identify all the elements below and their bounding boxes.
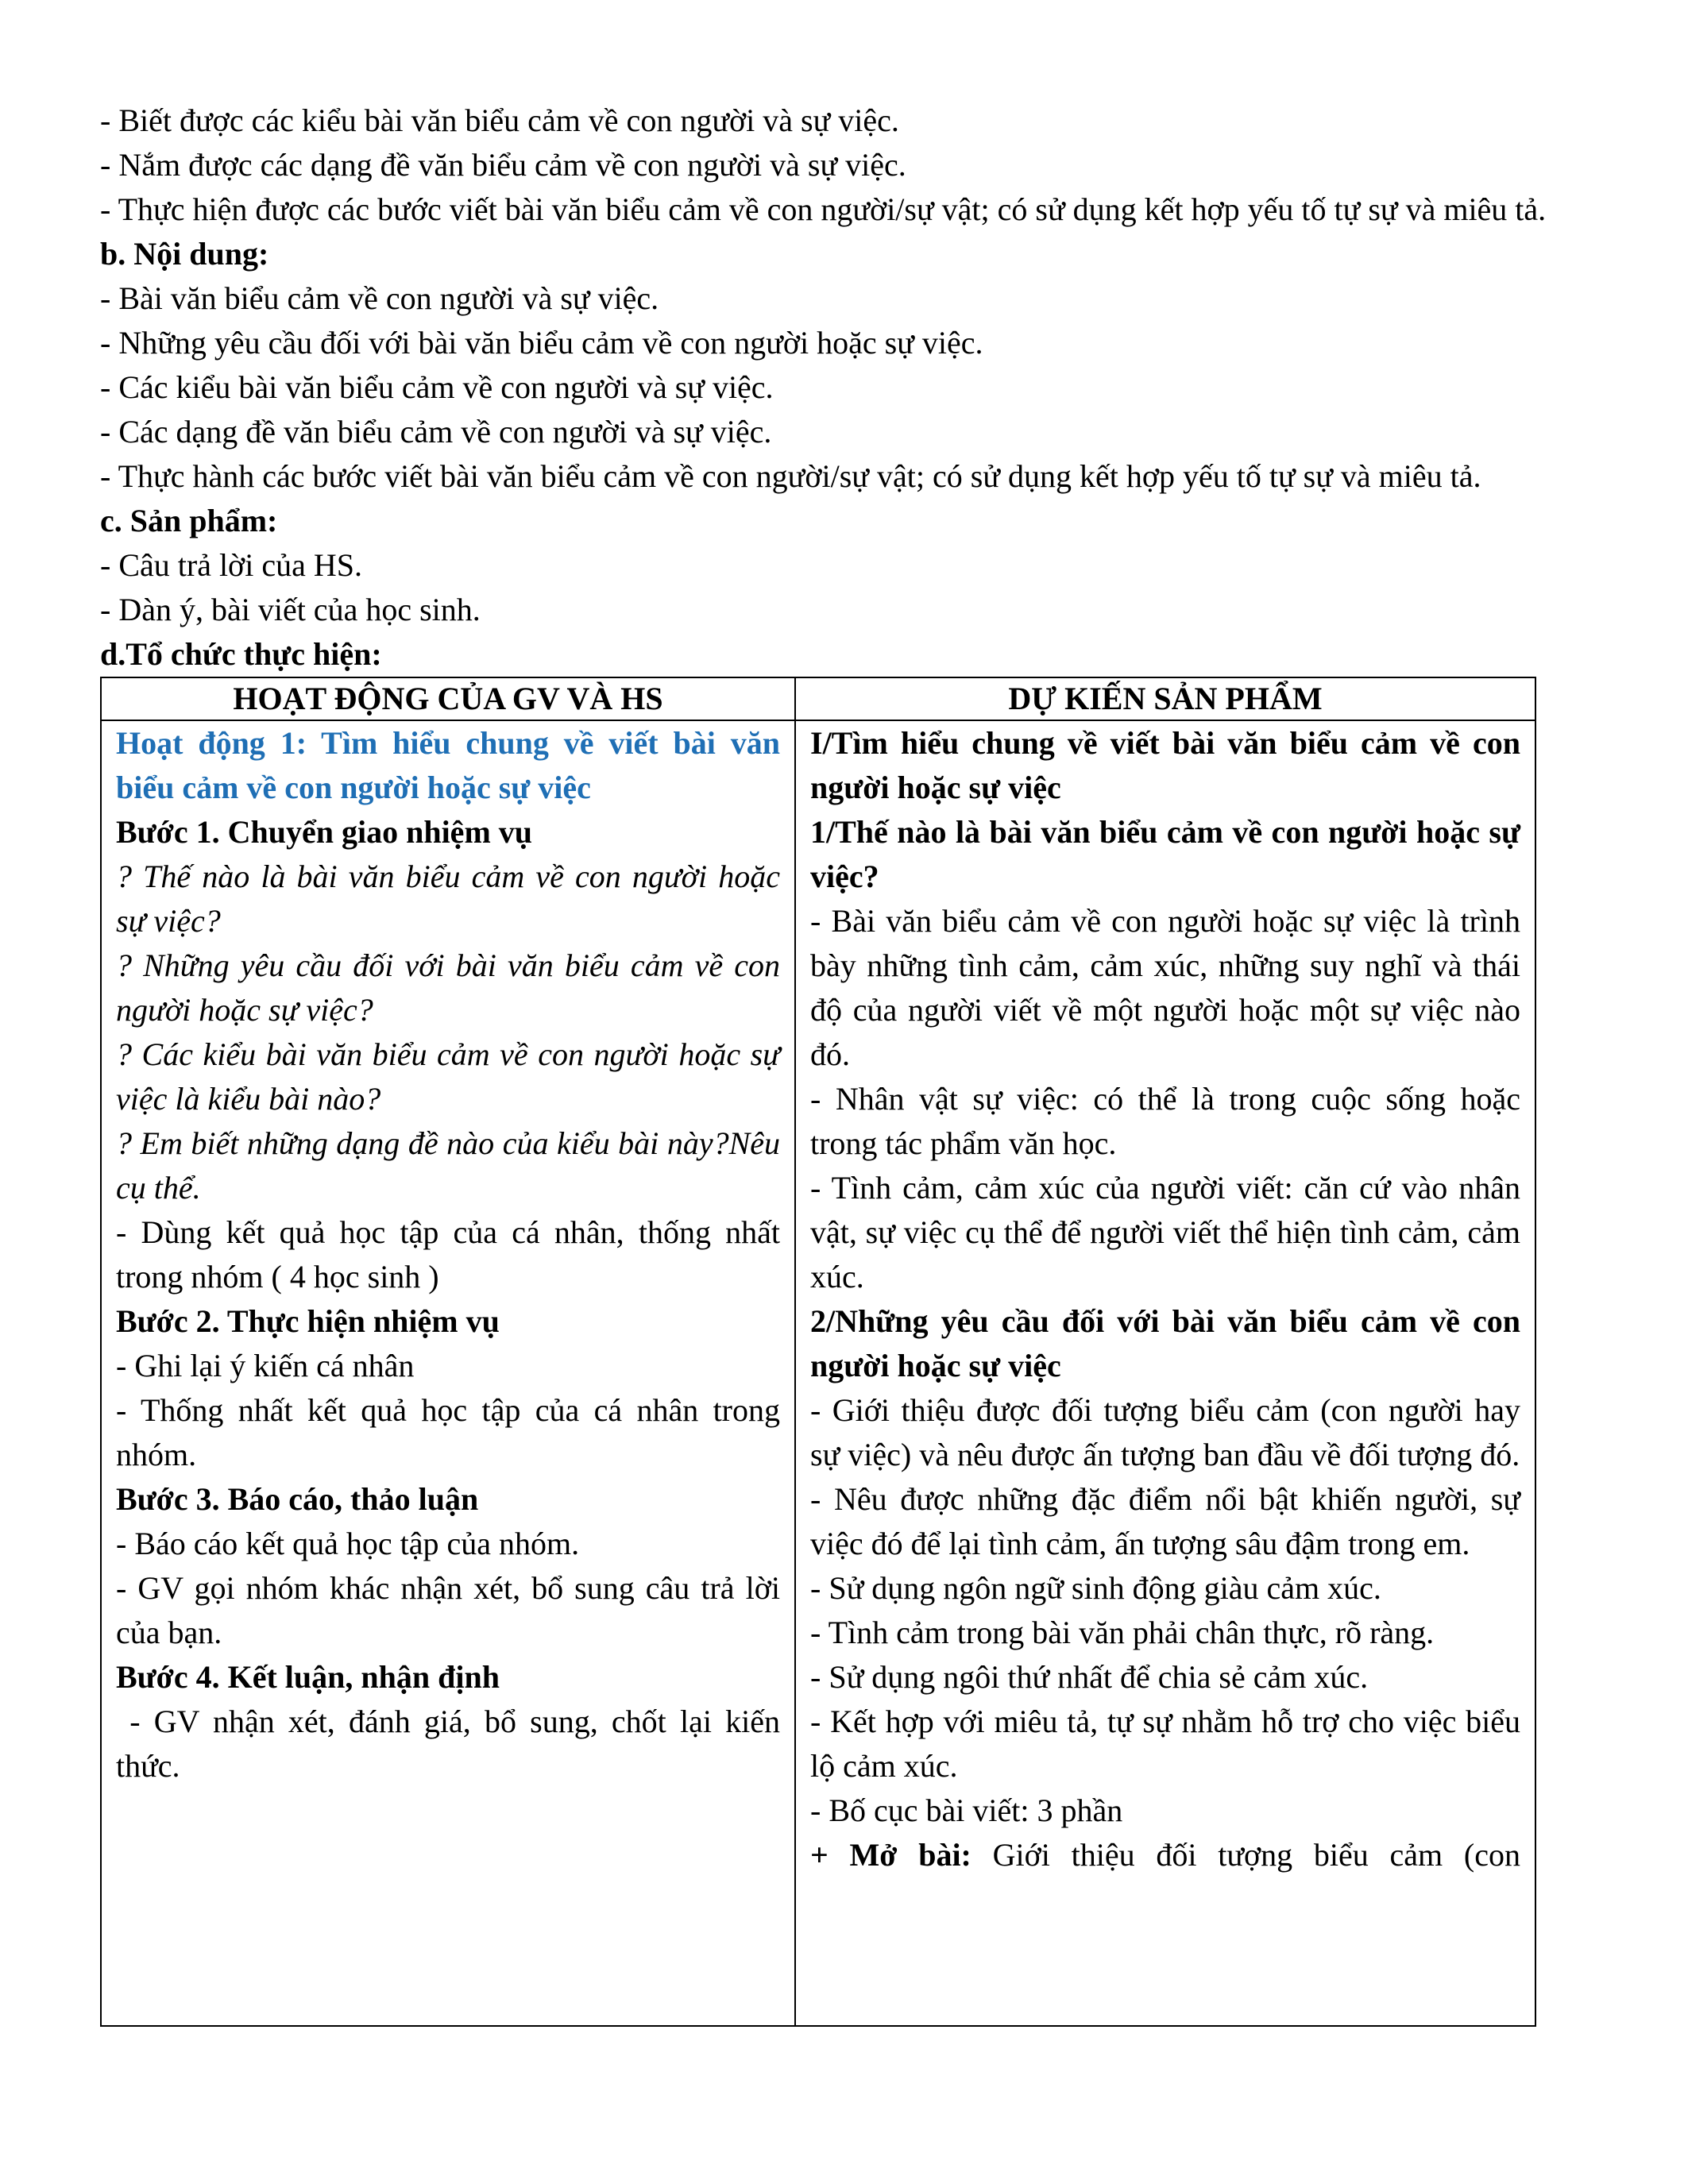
activity-title: Hoạt động 1: Tìm hiểu chung về viết bài văn biểu cảm về con người hoặc sự việc [116, 725, 780, 805]
step-1-heading: Bước 1. Chuyển giao nhiệm vụ [116, 814, 533, 850]
section-title: I/Tìm hiểu chung về viết bài văn biểu cảm về con người hoặc sự việc [810, 725, 1520, 805]
header-teacher-student-activities: HOẠT ĐỘNG CỦA GV VÀ HS [101, 677, 795, 720]
activities-cell [101, 720, 795, 2026]
step-2-heading: Bước 2. Thực hiện nhiệm vụ [116, 1303, 500, 1339]
step-2-item: - Thống nhất kết quả học tập của cá nhân trong nhóm. [116, 1392, 780, 1472]
product-heading: c. Sản phẩm: [100, 503, 278, 538]
introduction-line [810, 1833, 1520, 1877]
product-item: - Dàn ý, bài viết của học sinh. [100, 592, 481, 627]
question-item: ? Em biết những dạng đề nào của kiểu bài này?Nêu cụ thể. [116, 1125, 780, 1206]
step-4-item: - GV nhận xét, đánh giá, bổ sung, chốt lại kiến thức. [116, 1704, 789, 1784]
objective-item: - Thực hiện được các bước viết bài văn biểu cảm về con người/sự vật; có sử dụng kết hợp yếu tố tự sự và miêu tả. [100, 191, 1547, 227]
table-header-row [101, 677, 1535, 720]
question-2-title: 2/Những yêu cầu đối với bài văn biểu cảm về con người hoặc sự việc [810, 1303, 1520, 1383]
products-cell [795, 720, 1535, 2026]
requirement-item: - Sử dụng ngôi thứ nhất để chia sẻ cảm xúc. [810, 1659, 1369, 1695]
content-item: - Các kiểu bài văn biểu cảm về con người và sự việc. [100, 369, 774, 405]
answer-item: - Bài văn biểu cảm về con người hoặc sự việc là trình bày những tình cảm, cảm xúc, những suy nghĩ và thái độ của người viết về một người hoặc một sự việc nào đó. [810, 903, 1520, 1072]
document-page [100, 98, 1593, 2027]
question-item: ? Các kiểu bài văn biểu cảm về con người hoặc sự việc là kiểu bài nào? [116, 1036, 780, 1117]
content-heading: b. Nội dung: [100, 236, 269, 272]
question-item: ? Thế nào là bài văn biểu cảm về con người hoặc sự việc? [116, 859, 780, 939]
step-3-item: - GV gọi nhóm khác nhận xét, bổ sung câu trả lời của bạn. [116, 1570, 780, 1650]
requirement-item: - Tình cảm trong bài văn phải chân thực, rõ ràng. [810, 1615, 1435, 1650]
step-1-note: - Dùng kết quả học tập của cá nhân, thống nhất trong nhóm ( 4 học sinh ) [116, 1214, 780, 1295]
step-3-heading: Bước 3. Báo cáo, thảo luận [116, 1481, 479, 1517]
header-expected-products: DỰ KIẾN SẢN PHẨM [795, 677, 1535, 720]
answer-item: - Nhân vật sự việc: có thể là trong cuộc sống hoặc trong tác phẩm văn học. [810, 1081, 1520, 1161]
product-list [100, 543, 1593, 632]
objectives-list [100, 98, 1593, 232]
step-3-item: - Báo cáo kết quả học tập của nhóm. [116, 1526, 580, 1561]
content-item: - Bài văn biểu cảm về con người và sự việc. [100, 280, 659, 316]
table-row [101, 720, 1535, 2026]
introduction-label: + Mở bài: [810, 1837, 971, 1873]
requirement-item: - Bố cục bài viết: 3 phần [810, 1792, 1123, 1828]
answer-item: - Tình cảm, cảm xúc của người viết: căn cứ vào nhân vật, sự việc cụ thể để người viết thể hiện tình cảm, cảm xúc. [810, 1170, 1520, 1295]
content-item: - Các dạng đề văn biểu cảm về con người và sự việc. [100, 414, 772, 450]
requirement-item: - Sử dụng ngôn ngữ sinh động giàu cảm xúc. [810, 1570, 1381, 1606]
objective-item: - Biết được các kiểu bài văn biểu cảm về con người và sự việc. [100, 102, 899, 138]
content-item: - Thực hành các bước viết bài văn biểu cảm về con người/sự vật; có sử dụng kết hợp yếu tố tự sự và miêu tả. [100, 458, 1481, 494]
objective-item: - Nắm được các dạng đề văn biểu cảm về con người và sự việc. [100, 147, 906, 183]
requirement-item: - Kết hợp với miêu tả, tự sự nhằm hỗ trợ cho việc biểu lộ cảm xúc. [810, 1704, 1520, 1784]
step-4-heading: Bước 4. Kết luận, nhận định [116, 1659, 500, 1695]
organization-heading: d.Tổ chức thực hiện: [100, 636, 382, 672]
requirement-item: - Nêu được những đặc điểm nổi bật khiến người, sự việc đó để lại tình cảm, ấn tượng sâu đậm trong em. [810, 1481, 1520, 1561]
step-2-item: - Ghi lại ý kiến cá nhân [116, 1348, 415, 1383]
content-item: - Những yêu cầu đối với bài văn biểu cảm về con người hoặc sự việc. [100, 325, 983, 361]
content-list [100, 276, 1593, 499]
introduction-text: Giới thiệu đối tượng biểu cảm (con [971, 1837, 1520, 1873]
requirement-item: - Giới thiệu được đối tượng biểu cảm (con người hay sự việc) và nêu được ấn tượng ban đầu về đối tượng đó. [810, 1392, 1520, 1472]
product-item: - Câu trả lời của HS. [100, 547, 362, 583]
question-item: ? Những yêu cầu đối với bài văn biểu cảm về con người hoặc sự việc? [116, 947, 780, 1028]
question-1-title: 1/Thế nào là bài văn biểu cảm về con người hoặc sự việc? [810, 814, 1520, 894]
activity-table [100, 677, 1536, 2027]
